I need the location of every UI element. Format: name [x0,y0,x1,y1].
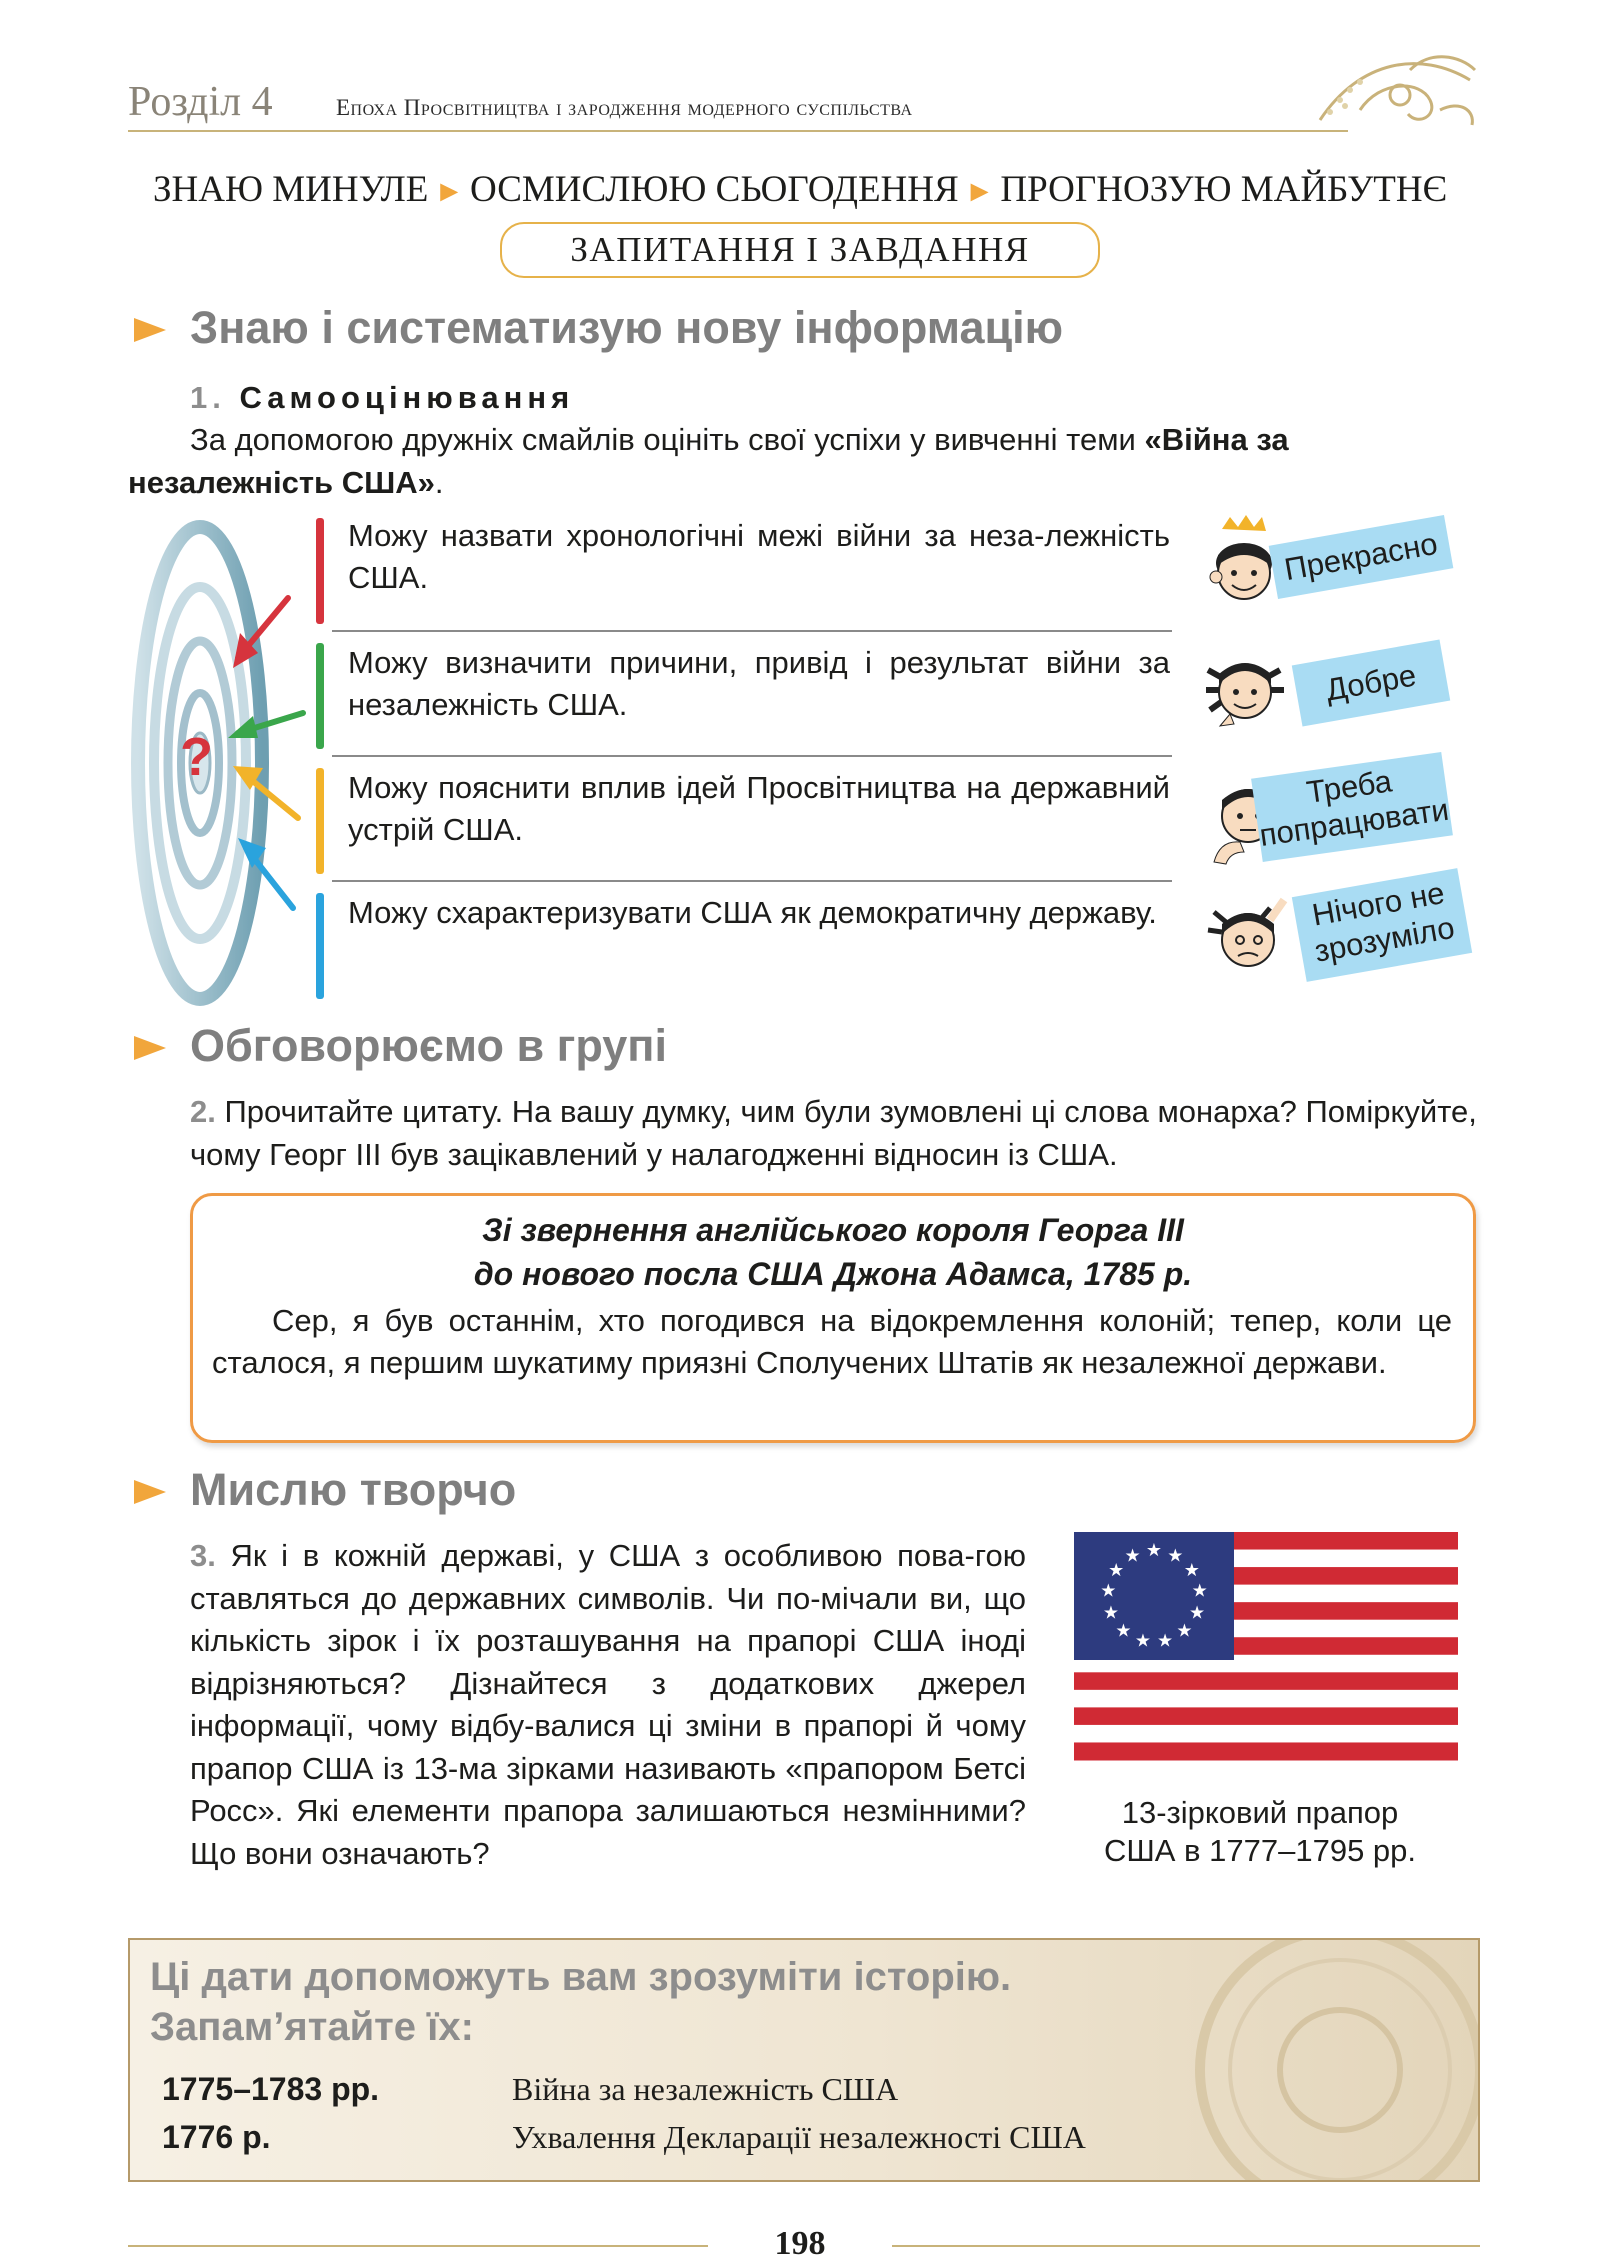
flag-star-icon: ★ [1100,1580,1117,1601]
row-marker-red [316,518,324,624]
crowned-girl-icon [1200,515,1280,615]
flag-star-icon: ★ [1167,1545,1184,1566]
task3-number: 3. [190,1538,216,1573]
task2-text [190,1090,1480,1176]
slogan [0,168,1600,211]
section3-heading: Мислю творчо [190,1464,517,1515]
smiley-label-needs-work: Треба попрацювати [1251,752,1453,862]
slogan-part1: ЗНАЮ МИНУЛЕ [152,169,429,210]
target-icon [128,518,328,1008]
key-dates-heading-line1: Ці дати допоможуть вам зрозуміти історію. [150,1955,1012,1999]
flag-star-icon: ★ [1124,1545,1141,1566]
chapter-label: Розділ 4 [128,79,273,125]
flag-stripe [1074,1707,1458,1725]
smiley-label-not-understood: Нічого не зрозуміло [1292,868,1472,982]
quote-title [190,1208,1476,1296]
flag-caption [1060,1794,1460,1870]
assessment-row-3: Можу пояснити вплив ідей Просвітництва на державний устрій США. [348,770,1170,847]
row-marker-blue [316,893,324,999]
task1-intro-text: За допомогою дружніх смайлів оцініть свої успіхи у вивченні теми [190,422,1145,457]
flag-star-icon: ★ [1134,1630,1152,1651]
ornament-icon [1300,40,1490,140]
flag-star-icon: ★ [1183,1559,1200,1580]
task1-intro-end: . [434,465,444,500]
assessment-row-2: Можу визначити причини, привід і результат війни за незалежність США. [348,645,1170,722]
flag-star-icon: ★ [1145,1540,1163,1560]
target-question-mark: ? [180,727,213,787]
quote-title-line2: до нового посла США Джона Адамса, 1785 р. [473,1256,1193,1292]
header-rule [128,130,1348,132]
task3-question: Як і в кожній державі, у США з особливою пова-гою ставляться до державних символів. Чи по-мічали ви, що кількість зірок і їх розташування на прапорі США іноді відрізняються? Дізнайтеся з додаткових джерел інформації, чому відбу-валися ці зміни в прапорі й чому прапор США із 13-ма зірками називають «прапором Бетсі Росс». Які елементи прапора залишаються незмінними? Що вони означають? [190,1538,1026,1871]
row-marker-green [316,643,324,749]
date-event: Війна за незалежність США [512,2071,899,2107]
flag-star-icon: ★ [1102,1602,1120,1623]
quote-text: Сер, я був останнім, хто погодився на відокремлення колоній; тепер, коли це сталося, я першим шукатиму приязні Сполучених Штатів як незалежної держави. [212,1303,1452,1380]
section2-heading: Обговорюємо в групі [190,1020,667,1071]
pointing-girl-icon [1200,640,1290,740]
questions-box: ЗАПИТАННЯ І ЗАВДАННЯ [500,222,1100,278]
task2-number: 2. [190,1094,216,1129]
row-marker-yellow [316,768,324,874]
row-divider [332,630,1172,632]
task1-title-text: Самооцінювання [239,380,575,415]
flag-stripe [1074,1725,1458,1743]
date-year: 1775–1783 рр. [162,2071,380,2107]
flag-star-icon: ★ [1176,1620,1193,1641]
us-flag-13-stars [1066,1528,1466,1768]
flag-star-icon: ★ [1191,1580,1208,1601]
flag-star-icon: ★ [1115,1620,1132,1641]
flag-stripe [1074,1690,1458,1708]
flag-caption-line1: 13-зірковий прапор [1121,1795,1399,1830]
flag-star-icon: ★ [1156,1630,1174,1651]
assessment-row-1: Можу назвати хронологічні межі війни за неза-лежність США. [348,518,1170,595]
date-year: 1776 р. [162,2119,271,2155]
slogan-part3: ПРОГНОЗУЮ МАЙБУТНЄ [1000,169,1448,210]
date-event: Ухвалення Декларації незалежності США [512,2119,1086,2155]
flag-stripe [1074,1672,1458,1690]
task1-title [190,376,574,419]
task1-intro [128,418,1480,504]
task1-topic: «Війна за незалежність США» [128,422,1289,500]
page-number: 198 [774,2225,826,2262]
section-arrow-icon [134,1036,166,1060]
row-divider [332,880,1172,882]
arrow-right-icon: ► [964,175,995,208]
flag-star-icon: ★ [1188,1602,1206,1623]
arrow-right-icon: ► [434,175,465,208]
chapter-title: Епоха Просвітництва і зародження модерного суспільства [336,95,913,120]
quote-title-line1: Зі звернення англійського короля Георга ІІІ [482,1212,1184,1248]
confused-girl-icon [1200,890,1290,990]
section-arrow-icon [134,318,166,342]
task1-number: 1. [190,380,226,415]
clock-icon [1160,1938,1480,2182]
key-dates-heading-line2: Запам’ятайте їх: [150,2005,474,2049]
task3-text [190,1535,1026,1875]
flag-caption-line2: США в 1777–1795 рр. [1103,1833,1417,1868]
slogan-part2: ОСМИСЛЮЮ СЬОГОДЕННЯ [470,169,959,210]
key-dates-heading [150,1952,1011,2052]
row-divider [332,755,1172,757]
section-arrow-icon [134,1480,166,1504]
task2-question: Прочитайте цитату. На вашу думку, чим були зумовлені ці слова монарха? Поміркуйте, чому Георг ІІІ був зацікавлений у налагодженні відносин із США. [190,1094,1477,1172]
flag-star-icon: ★ [1108,1559,1125,1580]
flag-stripe [1074,1742,1458,1760]
smiley-label-good: Добре [1292,639,1450,726]
assessment-row-4: Можу схарактеризувати США як демократичну державу. [348,895,1157,930]
section1-heading: Знаю і систематизую нову інформацію [190,302,1064,353]
smiley-label-excellent: Прекрасно [1269,515,1454,599]
